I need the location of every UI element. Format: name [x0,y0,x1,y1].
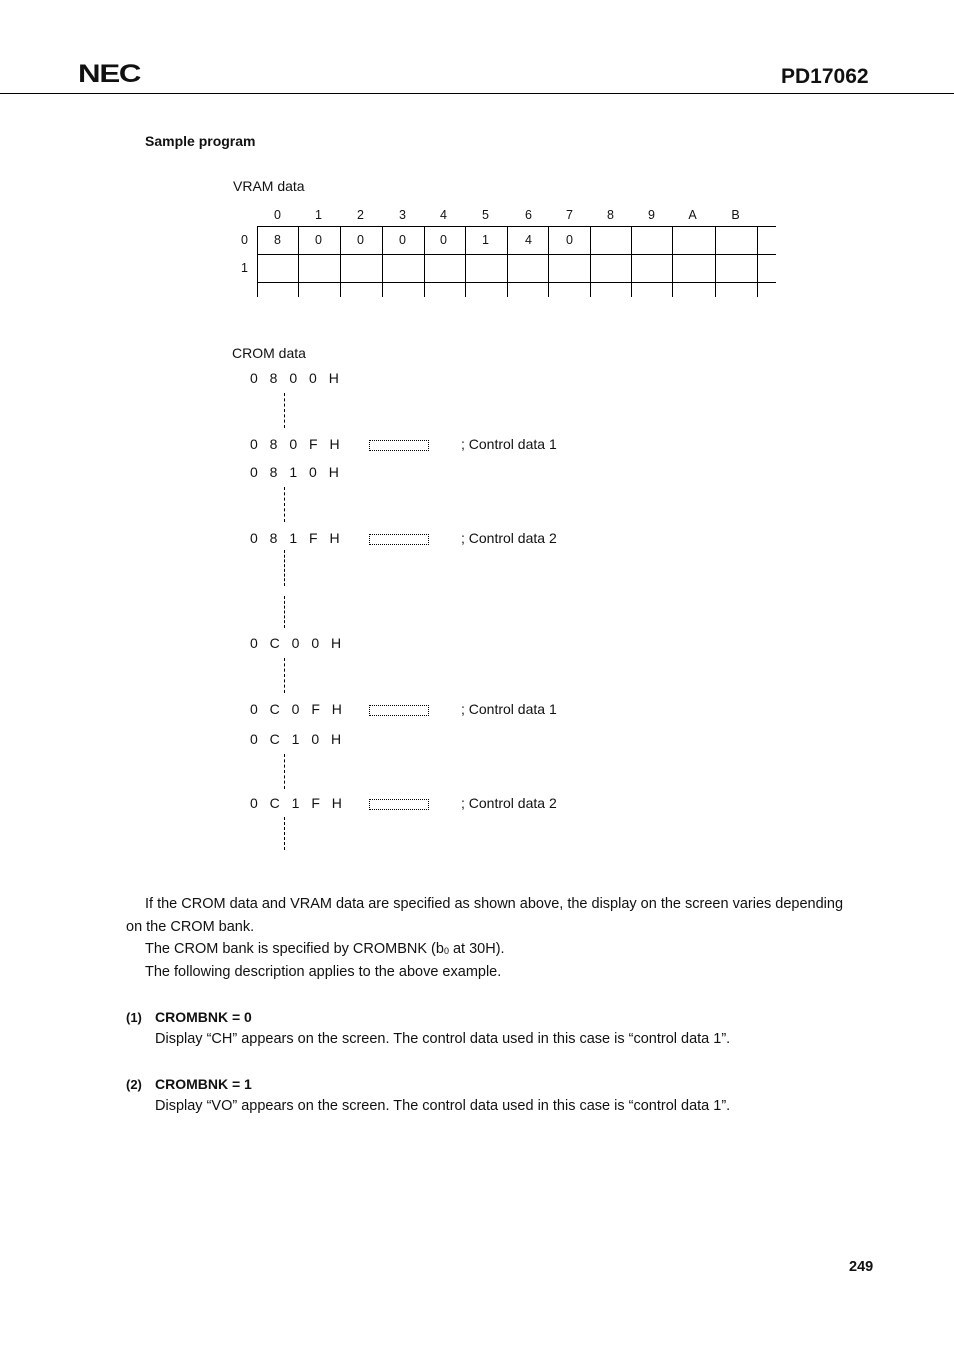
vram-cell: 0 [399,233,406,247]
item-text: Display “CH” appears on the screen. The control data used in this case is “control data 1”. [155,1031,731,1047]
paragraph-continuation: on the CROM bank. [126,919,255,935]
continuation-dash [284,487,285,522]
vram-row-label: 0 [241,233,248,247]
continuation-dash [284,393,285,428]
crom-address: 0 C 1 F H [250,795,346,811]
item-number: (2) [126,1077,142,1092]
crom-address: 0 8 0 0 H [250,370,343,386]
data-placeholder-box [369,534,429,545]
crom-address: 0 C 0 F H [250,701,346,717]
vram-row-label: 1 [241,261,248,275]
continuation-dash [284,817,285,850]
continuation-dash [284,754,285,789]
vram-col-header: A [688,208,697,222]
item-title: CROMBNK = 0 [155,1009,252,1025]
paragraph [145,941,505,957]
vram-cell: 0 [440,233,447,247]
data-placeholder-box [369,440,429,451]
vram-grid-line [257,282,776,283]
vram-label: VRAM data [233,178,305,194]
vram-col-header: 4 [440,208,447,222]
paragraph: If the CROM data and VRAM data are specified as shown above, the display on the screen varies depending [145,896,844,912]
subscript: 0 [443,946,449,956]
vram-grid-line [672,226,673,297]
crom-comment: ; Control data 1 [461,436,557,452]
vram-col-header: 5 [482,208,489,222]
vram-col-header: 2 [357,208,364,222]
vram-grid-line [590,226,591,297]
vram-cell: 1 [482,233,489,247]
vram-col-header: 7 [566,208,573,222]
part-number: PD17062 [781,65,869,88]
header-rule [0,93,954,94]
crom-comment: ; Control data 2 [461,530,557,546]
crom-address: 0 8 1 F H [250,530,344,546]
paragraph-text: The CROM bank is specified by CROMBNK (b [145,941,444,957]
vram-col-header: 1 [315,208,322,222]
vram-col-header: 9 [648,208,655,222]
vram-col-header: 3 [399,208,406,222]
item-text: Display “VO” appears on the screen. The control data used in this case is “control data 1”. [155,1098,731,1114]
paragraph-text: at 30H). [448,941,505,957]
item-title: CROMBNK = 1 [155,1076,252,1092]
continuation-dash [284,596,285,628]
vram-col-header: 0 [274,208,281,222]
vram-cell: 0 [315,233,322,247]
paragraph: The following description applies to the above example. [145,964,502,980]
data-placeholder-box [369,799,429,810]
data-placeholder-box [369,705,429,716]
vram-grid-line [715,226,716,297]
crom-address: 0 8 0 F H [250,436,344,452]
continuation-dash [284,658,285,693]
continuation-dash [284,550,285,586]
crom-comment: ; Control data 1 [461,701,557,717]
crom-comment: ; Control data 2 [461,795,557,811]
vram-grid-line [257,254,776,255]
vram-grid-line [757,226,758,297]
crom-address: 0 8 1 0 H [250,464,343,480]
item-number: (1) [126,1010,142,1025]
crom-address: 0 C 1 0 H [250,731,346,747]
nec-logo: NEC [78,60,141,88]
section-title: Sample program [145,133,256,149]
vram-col-header: 6 [525,208,532,222]
crom-address: 0 C 0 0 H [250,635,346,651]
vram-cell: 8 [274,233,281,247]
crom-label: CROM data [232,345,306,361]
vram-cell: 0 [566,233,573,247]
vram-grid-line [631,226,632,297]
page-number: 249 [849,1259,874,1275]
vram-grid-line [257,226,776,227]
vram-cell: 0 [357,233,364,247]
vram-col-header: B [731,208,740,222]
vram-cell: 4 [525,233,532,247]
vram-col-header: 8 [607,208,614,222]
